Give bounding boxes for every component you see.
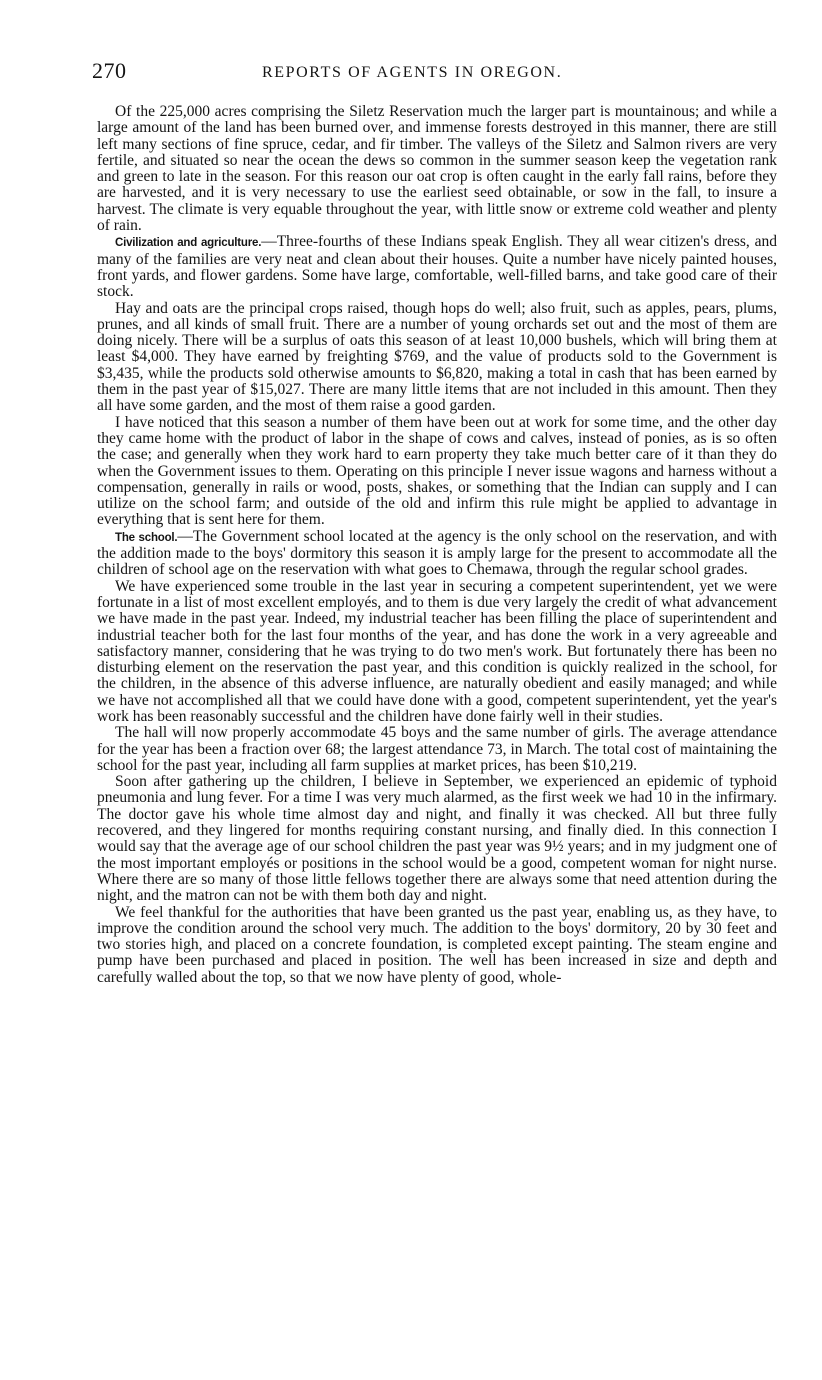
- section-heading-school: The school.: [115, 531, 178, 544]
- paragraph-attendance: [97, 725, 777, 774]
- paragraph-text: —Three-fourths of these Indians speak English. They all wear citizen's dress, and many of the families are very neat and clean about their houses. Quite a number have nicely painted houses, front yards, and flower gardens. Some have large, comfortable, well-filled barns, and take good care of their stock.: [97, 233, 777, 301]
- paragraph-epidemic: [97, 774, 777, 904]
- paragraph-text: We have experienced some trouble in the last year in securing a competent superintendent, yet we were fortunate in a list of most excellent employés, and to them is due very largely the credit of what advancement we have made in the past year. Indeed, my industrial teacher has been filling the place of superintendent and industrial teacher both for the last four months of the year, and has done the work in a very agreeable and satisfactory manner, considering that he was trying to do two men's work. But fortunately there has been no disturbing element on the reservation the past year, and this condition is quickly realized in the school, for the children, in the absence of this adverse influence, are naturally obedient and easily managed; and while we have not accomplished all that we could have done with a good, competent superintendent, yet the year's work has been reasonably successful and the children have done fairly well in their studies.: [97, 577, 777, 725]
- paragraph-text: Soon after gathering up the children, I believe in September, we experienced an epidemic of typhoid pneumonia and lung fever. For a time I was very much alarmed, as the first week we had 10 in the infirmary. The doctor gave his whole time almost day and night, and finally it was checked. All but three fully recovered, and they lingered for months requiring constant nursing, and finally died. In this connection I would say that the average age of our school children the past year was 9½ years; and in my judgment one of the most important employés or positions in the school would be a good, competent woman for night nurse. Where there are so many of those little fellows together there are always some that need attention during the night, and the matron can not be with them both day and night.: [97, 773, 777, 905]
- page-header: [92, 58, 782, 90]
- paragraph-civilization: [97, 234, 777, 300]
- paragraph-text: The hall will now properly accommodate 45 boys and the same number of girls. The average attendance for the year has been a fraction over 68; the largest attendance 73, in March. The total cost of maintaining the school for the past year, including all farm supplies at market prices, has been $10,219.: [97, 724, 777, 774]
- section-heading-civilization: Civilization and agriculture.: [115, 237, 262, 250]
- paragraph-superintendent: [97, 579, 777, 726]
- paragraph-text: Of the 225,000 acres comprising the Siletz Reservation much the larger part is mountainous; and while a large amount of the land has been burned over, and immense forests destroyed in this manner, there are still left many sections of fine spruce, cedar, and fir timber. The valleys of the Siletz and Salmon rivers are very fertile, and situated so near the ocean the dews so common in the summer season keep the vegetation rank and green to late in the season. For this reason our oat crop is often caught in the early fall rains, before they are harvested, and it is very necessary to use the earliest seed obtainable, or sow in the fall, to insure a harvest. The climate is very equable throughout the year, with little snow or extreme cold weather and plenty of rain.: [97, 103, 777, 235]
- paragraph-siletz-reservation: [97, 104, 777, 234]
- paragraph-text: I have noticed that this season a number of them have been out at work for some time, and the other day they came home with the product of labor in the shape of cows and calves, instead of ponies, as is so often the case; and generally when they work hard to earn property they take much better care of it than they do when the Government issues to them. Operating on this principle I never issue wagons and harness without a compensation, generally in rails or wood, posts, shakes, or something that the Indian can supply and I can utilize on the school farm; and outside of the old and infirm this rule might be applied to advantage in everything that is sent here for them.: [97, 413, 777, 529]
- paragraph-text: We feel thankful for the authorities that have been granted us the past year, enabling us, as they have, to improve the condition around the school very much. The addition to the boys' dormitory, 20 by 30 feet and two stories high, and placed on a concrete foundation, is completed except painting. The steam engine and pump have been purchased and placed in position. The well has been increased in size and depth and carefully walled about the top, so that we now have plenty of good, whole-: [97, 903, 777, 986]
- page-number: 270: [92, 58, 127, 83]
- running-head: REPORTS OF AGENTS IN OREGON.: [262, 64, 563, 81]
- paragraph-school: [97, 529, 777, 579]
- paragraph-text: Hay and oats are the principal crops raised, though hops do well; also fruit, such as apples, pears, plums, prunes, and all kinds of small fruit. There are a number of young orchards set out and the most of them are doing nicely. There will be a surplus of oats this season of at least 10,000 bushels, which will bring them at least $4,000. They have earned by freighting $769, and the value of products sold to the Government is $3,435, while the products sold otherwise amounts to $6,820, making a total in cash that has been earned by them in the past year of $15,027. There are many little items that are not included in this amount. Then they all have some garden, and the most of them raise a good garden.: [97, 299, 777, 415]
- report-body: [97, 104, 777, 986]
- paragraph-text: —The Government school located at the agency is the only school on the reservation, and with the addition made to the boys' dormitory this season it is amply large for the present to accommodate all the children of school age on the reservation with what goes to Chemawa, through the regular school grades.: [97, 527, 777, 579]
- paragraph-improvements: [97, 905, 777, 986]
- paragraph-crops: [97, 301, 777, 415]
- paragraph-labor: [97, 415, 777, 529]
